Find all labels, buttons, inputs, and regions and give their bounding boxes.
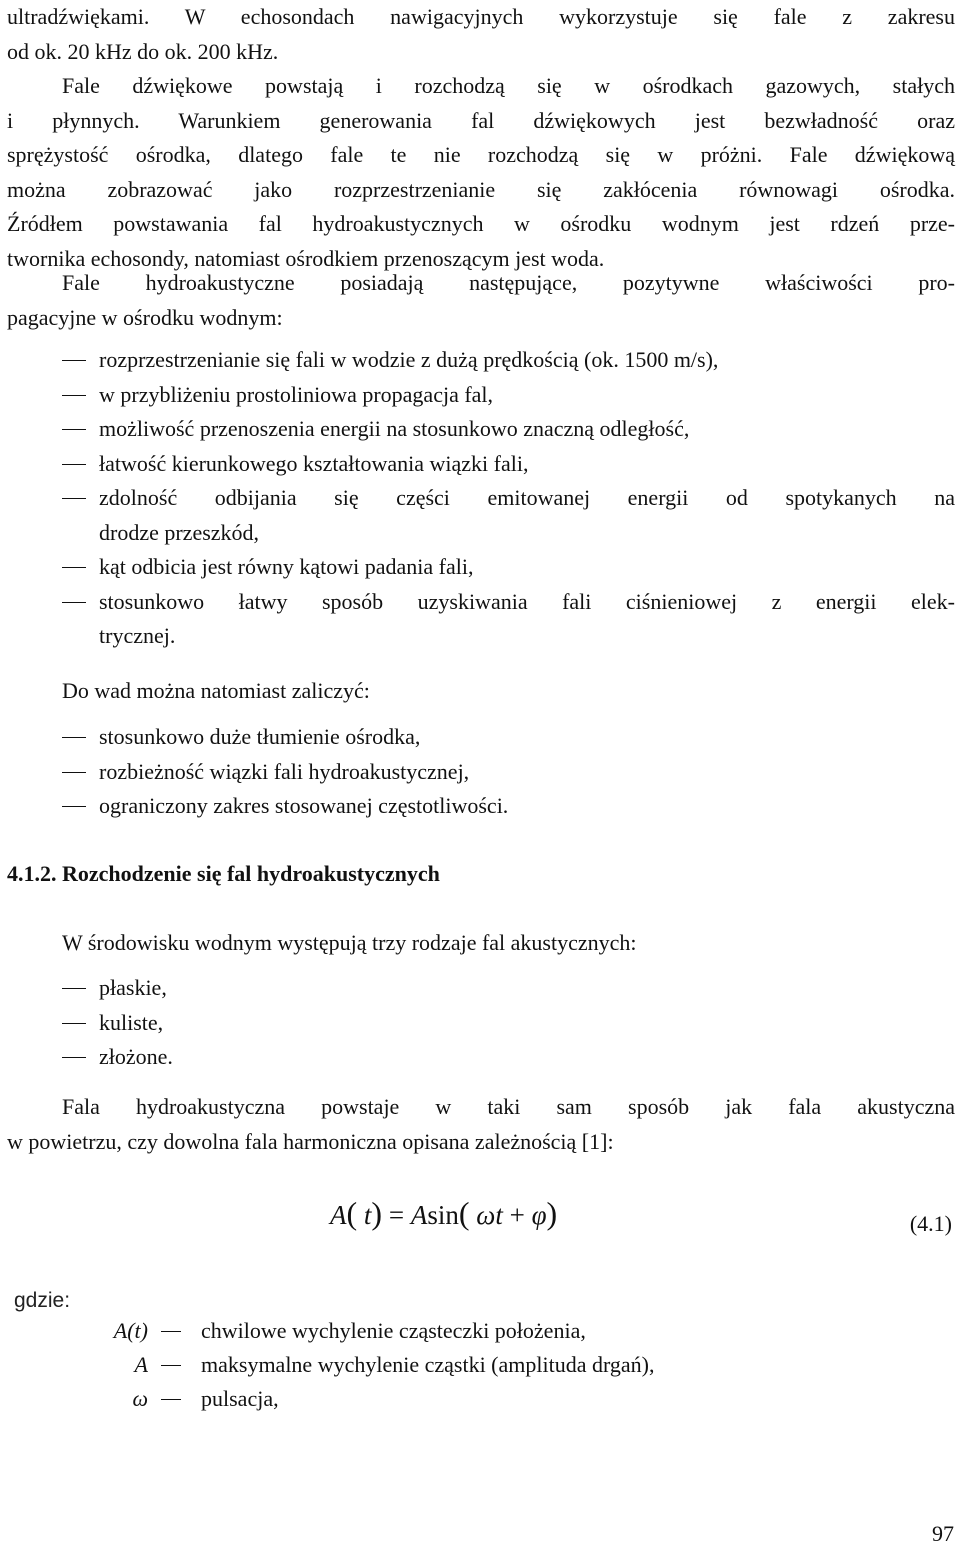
disadvantages-list [62,720,955,824]
text-line: i płynnych. Warunkiem generowania fal dźwiękowych jest bezwładność oraz [7,107,955,133]
equation-number: (4.1) [909,1211,952,1236]
dash-bullet [62,772,86,773]
definition-symbol: ω [132,1386,148,1411]
list-item-text: kąt odbicia jest równy kątowi padania fali, [99,554,474,579]
list-item-text: stosunkowo duże tłumienie ośrodka, [99,724,421,749]
list-item [62,971,955,1006]
advantages-list [62,343,955,654]
paragraph-wave-types-intro [7,926,955,961]
dash-bullet [62,1023,86,1024]
text-line: można zobrazować jako rozprzestrzenianie się zakłócenia równowagi ośrodka. [7,176,955,202]
list-item [62,585,955,654]
wave-types-list [62,971,955,1075]
paragraph-disadvantages-intro [7,674,955,709]
dash-bullet [62,988,86,989]
formula-symbol: t [363,1200,372,1230]
list-item-text: trycznej. [99,623,176,648]
text-line: sprężystość ośrodka, dlatego fale te nie rozchodzą się w próżni. Fale dźwiękową [7,142,955,167]
dash-bullet [62,464,86,465]
dash-bullet [62,395,86,396]
formula-symbol: t [495,1200,503,1230]
text-line: Fale dźwiękowe powstają i rozchodzą się w ośrodkach gazowych, stałych [62,73,955,98]
list-item-text: rozbieżność wiązki fali hydroakustycznej, [99,758,470,784]
list-item-text: ograniczony zakres stosowanej częstotliwości. [99,793,509,818]
list-item [62,1040,955,1075]
text-line: Fale hydroakustyczne posiadają następujące, pozytywne właściwości pro- [62,270,955,295]
list-item-text: drodze przeszkód, [99,519,260,545]
dash-bullet [62,806,86,807]
formula-function: sin [427,1200,459,1230]
text-line: Fala hydroakustyczna powstaje w taki sam sposób jak fala akustyczna [62,1094,955,1119]
list-item [62,412,955,447]
dash-bullet [161,1399,181,1400]
text-line: Źródłem powstawania fal hydroakustycznych w ośrodku wodnym jest rdzeń prze- [7,211,955,236]
list-item-text: płaskie, [99,975,167,1000]
definition-text: chwilowe wychylenie cząsteczki położenia, [201,1318,586,1343]
dash-bullet [62,602,86,603]
where-label: gdzie: [14,1289,71,1312]
list-item-text: złożone. [99,1044,173,1069]
list-item-text: w przybliżeniu prostoliniowa propagacja fal, [99,381,494,407]
list-item [62,378,955,413]
list-item [62,481,955,550]
dash-bullet [62,737,86,738]
list-item-text: łatwość kierunkowego kształtowania wiązki fali, [99,450,529,476]
dash-bullet [62,360,86,361]
list-item-text: stosunkowo łatwy sposób uzyskiwania fali ciśnieniowej z energii elek- [99,588,955,614]
paragraph-intro [7,0,955,69]
dash-bullet [161,1331,181,1332]
definition-symbol: A(t) [113,1318,148,1343]
text-line: W środowisku wodnym występują trzy rodzaje fal akustycznych: [62,930,637,955]
text-line: od ok. 20 kHz do ok. 200 kHz. [7,38,279,64]
list-item-text: kuliste, [99,1009,164,1035]
formula-symbol: φ [531,1200,547,1230]
dash-bullet [62,567,86,568]
text-line: Do wad można natomiast zaliczyć: [62,678,370,703]
dash-bullet [62,1057,86,1058]
list-item [62,343,955,378]
list-item [62,447,955,482]
paragraph-harmonic-wave [7,1090,955,1159]
definition-text: maksymalne wychylenie cząstki (amplituda drgań), [201,1352,655,1377]
definition-symbol: A [134,1352,148,1377]
paragraph-sound-waves [7,69,955,276]
formula-symbol: A [410,1200,428,1230]
list-item-text: zdolność odbijania się części emitowanej energii od spotykanych na [99,485,955,510]
page-number: 97 [932,1521,954,1546]
section-heading: 4.1.2. Rozchodzenie się fal hydroakustycznych [7,861,440,886]
dash-bullet [62,498,86,499]
equation: A( t) = Asin( ωt + φ) [330,1195,558,1231]
list-item [62,755,955,790]
formula-symbol: A [330,1200,347,1230]
text-line: twornika echosondy, natomiast ośrodkiem przenoszącym jest woda. [7,245,605,271]
dash-bullet [161,1365,181,1366]
text-line: ultradźwiękami. W echosondach nawigacyjnych wykorzystuje się fale z zakresu [7,4,955,29]
list-item [62,720,955,755]
definition-text: pulsacja, [201,1386,279,1411]
list-item-text: możliwość przenoszenia energii na stosunkowo znaczną odległość, [99,416,690,441]
dash-bullet [62,429,86,430]
list-item [62,789,955,824]
list-item [62,550,955,585]
formula-symbol: ω [476,1200,496,1230]
paragraph-properties [7,266,955,335]
list-item-text: rozprzestrzenianie się fali w wodzie z dużą prędkością (ok. 1500 m/s), [99,347,719,372]
text-line: w powietrzu, czy dowolna fala harmoniczna opisana zależnością [1]: [7,1128,614,1154]
text-line: pagacyjne w ośrodku wodnym: [7,304,283,330]
list-item [62,1006,955,1041]
